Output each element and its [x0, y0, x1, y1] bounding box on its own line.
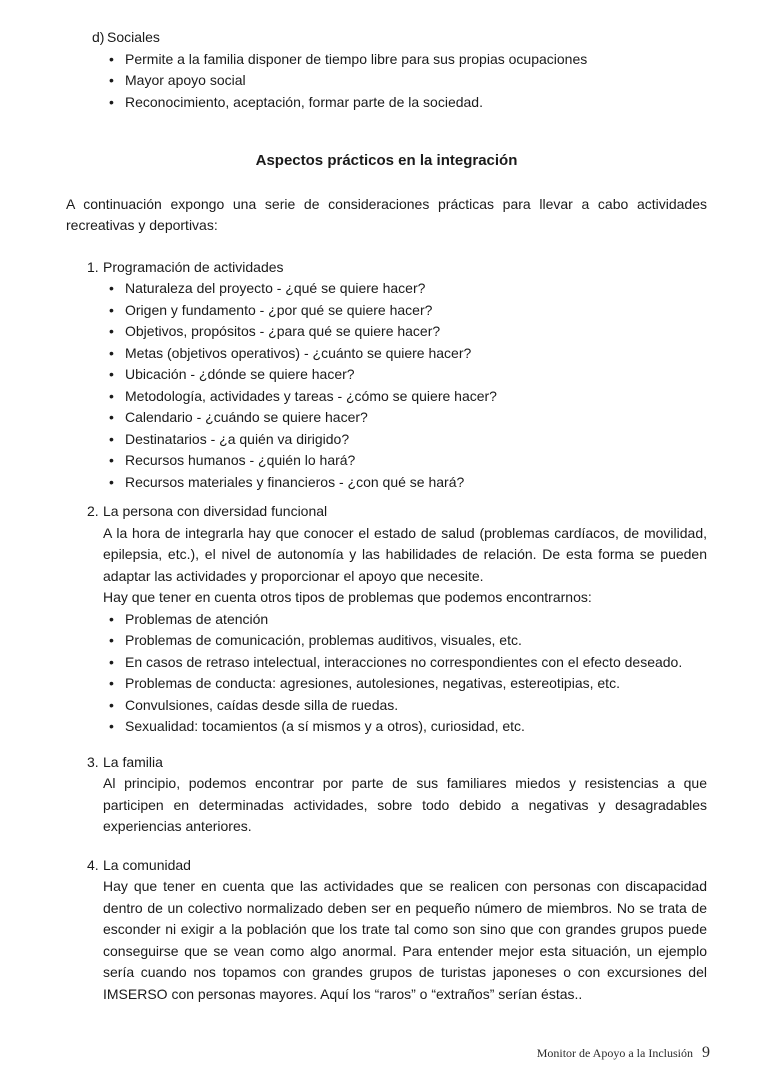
intro-paragraph: A continuación expongo una serie de consideraciones prácticas para llevar a cabo actividades recreativas y deportivas: [66, 195, 707, 233]
section-number: 2. [87, 503, 99, 519]
list-item [109, 300, 707, 322]
list-item [109, 386, 707, 408]
section-bullet-list [66, 278, 707, 493]
list-item [109, 716, 707, 738]
list-item [109, 630, 707, 652]
section-title-text: La comunidad [103, 856, 191, 873]
bullet-icon: • [109, 473, 114, 490]
section-number: 1. [87, 258, 99, 275]
list-item-text: Permite a la familia disponer de tiempo libre para sus propias ocupaciones [125, 50, 588, 67]
section-bullet-list [66, 609, 707, 738]
list-item-text: Reconocimiento, aceptación, formar parte de la sociedad. [125, 93, 483, 110]
bullet-icon: • [109, 718, 114, 734]
section-title-text: La familia [103, 753, 163, 770]
list-item-text: Problemas de conducta: agresiones, autolesiones, negativas, estereotipias, etc. [125, 675, 620, 691]
list-item-text: Origen y fundamento - ¿por qué se quiere hacer? [125, 301, 433, 318]
bullet-icon: • [109, 430, 114, 447]
section-comunidad [66, 855, 707, 1006]
bullet-icon: • [109, 323, 114, 339]
list-item [109, 49, 707, 71]
bullet-icon: • [109, 387, 114, 404]
bullet-icon: • [109, 610, 114, 627]
bullet-icon: • [109, 653, 114, 670]
bullet-icon: • [109, 696, 114, 713]
list-item [109, 673, 707, 695]
section-paragraph: Al principio, podemos encontrar por parte de sus familiares miedos y resistencias a que participen en determinadas actividades, sobre todo debido a negativas y desagradables experiencias anteriores. [103, 775, 707, 834]
bullet-icon: • [109, 50, 114, 67]
list-item [109, 695, 707, 717]
list-item [109, 407, 707, 429]
list-item [109, 278, 707, 300]
section-paragraph: A la hora de integrarla hay que conocer el estado de salud (problemas cardíacos, de movilidad, epilepsia, etc.), el nivel de autonomía y las habilidades de relación. De esta forma se pueden adaptar las actividades y proporcionar el apoyo que necesite. [103, 524, 707, 584]
list-item-text: Mayor apoyo social [125, 72, 246, 88]
sociales-bullet-list [66, 49, 707, 114]
list-item [109, 364, 707, 386]
list-item-text: Metas (objetivos operativos) - ¿cuánto se quiere hacer? [125, 344, 472, 361]
list-item-text: En casos de retraso intelectual, interacciones no correspondientes con el efecto deseado. [125, 653, 683, 670]
list-item-text: Recursos materiales y financieros - ¿con qué se hará? [125, 473, 465, 490]
list-item-text: Problemas de comunicación, problemas auditivos, visuales, etc. [125, 632, 522, 648]
list-item-text: Problemas de atención [125, 610, 269, 627]
list-item-text: Ubicación - ¿dónde se quiere hacer? [125, 366, 355, 382]
section-title-text: La persona con diversidad funcional [103, 503, 328, 519]
footer-page-number: 9 [702, 1044, 710, 1061]
section-persona-diversidad [66, 501, 707, 738]
list-item-text: Convulsiones, caídas desde silla de ruedas. [125, 696, 399, 713]
bullet-icon: • [109, 280, 114, 296]
list-item [109, 429, 707, 451]
footer-document-title: Monitor de Apoyo a la Inclusión [536, 1046, 693, 1060]
lettered-item-sociales [92, 27, 707, 49]
bullet-icon: • [109, 93, 114, 110]
list-item [109, 70, 707, 92]
section-number: 4. [87, 856, 99, 873]
section-paragraph: Hay que tener en cuenta otros tipos de problemas que podemos encontrarnos: [103, 589, 592, 605]
list-item-text: Sexualidad: tocamientos (a sí mismos y a otros), curiosidad, etc. [125, 718, 525, 734]
list-item-text: Metodología, actividades y tareas - ¿cómo se quiere hacer? [125, 387, 497, 404]
page-footer [537, 1042, 710, 1065]
section-title-text: Programación de actividades [103, 258, 284, 275]
section-title [87, 257, 707, 279]
list-item [109, 450, 707, 472]
list-item-text: Destinatarios - ¿a quién va dirigido? [125, 430, 350, 447]
list-item-text: Objetivos, propósitos - ¿para qué se quiere hacer? [125, 323, 441, 339]
list-item-text: Calendario - ¿cuándo se quiere hacer? [125, 409, 368, 425]
list-item [109, 652, 707, 674]
list-item-text: Recursos humanos - ¿quién lo hará? [125, 452, 356, 468]
bullet-icon: • [109, 632, 114, 648]
section-paragraph: Hay que tener en cuenta que las actividades que se realicen con personas con discapacidad dentro de un colectivo normalizado deben ser en pequeño número de miembros. No se trata de esconder ni exigir a la población que los trate tal como son sino que con grandes grupos puede conseguirse que se vean como algo anormal. Para entender mejor esta situación, un ejemplo sería cuando nos topamos con grandes grupos de turistas japoneses o con excursiones del IMSERSO con personas mayores. Aquí los “raros” o “extraños” serían éstas.. [103, 878, 707, 1002]
list-item-text: Naturaleza del proyecto - ¿qué se quiere hacer? [125, 280, 426, 296]
section-programacion [66, 257, 707, 494]
bullet-icon: • [109, 409, 114, 425]
section-number: 3. [87, 753, 99, 770]
bullet-icon: • [109, 452, 114, 468]
bullet-icon: • [109, 72, 114, 88]
section-heading: Aspectos prácticos en la integración [255, 152, 518, 169]
list-item [109, 92, 707, 114]
section-title [87, 752, 707, 774]
bullet-icon: • [109, 344, 114, 361]
lettered-item-marker: d) [92, 29, 105, 45]
section-title [87, 501, 707, 523]
section-familia [66, 752, 707, 838]
list-item [109, 609, 707, 631]
section-title [87, 855, 707, 877]
bullet-icon: • [109, 301, 114, 318]
bullet-icon: • [109, 366, 114, 382]
list-item [109, 343, 707, 365]
lettered-item-title: Sociales [107, 29, 160, 45]
list-item [109, 472, 707, 494]
list-item [109, 321, 707, 343]
bullet-icon: • [109, 675, 114, 691]
